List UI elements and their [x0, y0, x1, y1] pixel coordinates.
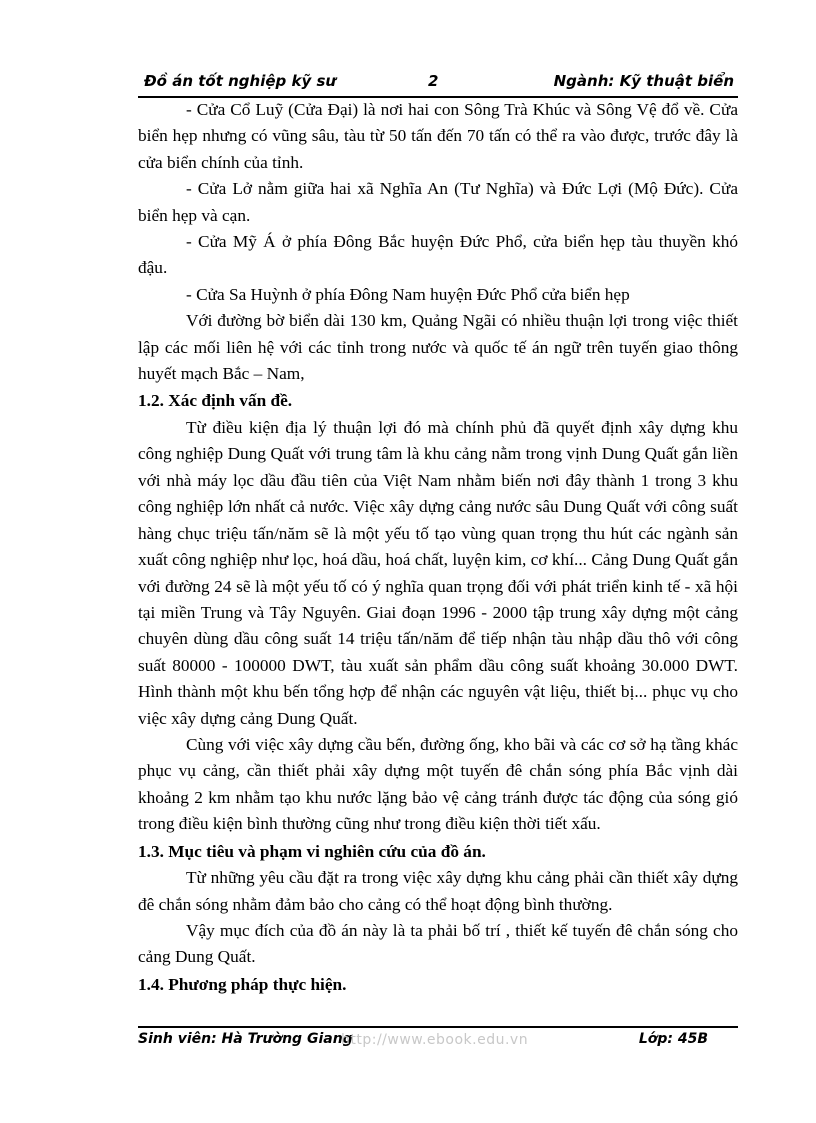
- header-major: Ngành: Kỹ thuật biển: [553, 72, 734, 90]
- paragraph-purpose: Vậy mục đích của đồ án này là ta phải bố trí , thiết kế tuyến đê chắn sóng cho cảng Dung Quất.: [138, 920, 738, 967]
- paragraph-breakwater-need: Cùng với việc xây dựng cầu bến, đường ống, kho bãi và các cơ sở hạ tầng khác phục vụ cảng, cần thiết phải xây dựng một tuyến đê chắn sóng phía Bắc vịnh dài khoảng 2 km nhằm tạo khu nước lặng bảo vệ cảng tránh được tác động của sóng gió trong điều kiện bình thường cũng như trong điều kiện thời tiết xấu.: [138, 734, 738, 834]
- header-thesis-title: Đồ án tốt nghiệp kỹ sư: [144, 72, 337, 90]
- footer-divider: [138, 1026, 738, 1028]
- footer-watermark-url: http://www.ebook.edu.vn: [341, 1032, 529, 1048]
- paragraph-cua-co-luy: - Cửa Cổ Luỹ (Cửa Đại) là nơi hai con Sông Trà Khúc và Sông Vệ đổ về. Cửa biển hẹp nhưng có vũng sâu, tàu từ 50 tấn đến 70 tấn có thể ra vào được, trước đây là cửa biển chính của tỉnh.: [138, 100, 738, 172]
- footer-class: Lớp: 45B: [638, 1031, 708, 1047]
- paragraph-coastline: Với đường bờ biển dài 130 km, Quảng Ngãi có nhiều thuận lợi trong việc thiết lập các mối liên hệ với các tỉnh trong nước và quốc tế án ngữ trên tuyến giao thông huyết mạch Bắc – Nam,: [138, 311, 738, 384]
- page-header: [138, 70, 736, 96]
- paragraph-cua-lo: - Cửa Lở nằm giữa hai xã Nghĩa An (Tư Nghĩa) và Đức Lợi (Mộ Đức). Cửa biển hẹp và cạn.: [138, 179, 738, 225]
- section-heading-1-2: 1.2. Xác định vấn đề.: [138, 391, 293, 411]
- section-heading-1-3: 1.3. Mục tiêu và phạm vi nghiên cứu của đồ án.: [138, 841, 486, 861]
- paragraph-requirements: Từ những yêu cầu đặt ra trong việc xây dựng khu cảng phải cần thiết xây dựng đê chắn sóng nhằm đảm bảo cho cảng có thể hoạt động bình thường.: [138, 868, 738, 914]
- paragraph-cua-my-a: - Cửa Mỹ Á ở phía Đông Bắc huyện Đức Phổ, cửa biển hẹp tàu thuyền khó đậu.: [138, 232, 738, 278]
- section-heading-1-4: 1.4. Phương pháp thực hiện.: [138, 974, 347, 994]
- page-footer: [138, 1029, 738, 1053]
- footer-student-name: Sinh viên: Hà Trường Giang: [138, 1031, 353, 1047]
- document-body: [138, 97, 738, 998]
- paragraph-cua-sa-huynh: - Cửa Sa Huỳnh ở phía Đông Nam huyện Đức Phổ cửa biển hẹp: [186, 284, 630, 304]
- paragraph-dung-quat-overview: Từ điều kiện địa lý thuận lợi đó mà chính phủ đã quyết định xây dựng khu công nghiệp Dung Quất với trung tâm là khu cảng nằm trong vịnh Dung Quất gắn liền với nhà máy lọc dầu đầu tiên của Việt Nam nhằm biến nơi đây thành 1 trong 3 khu công nghiệp lớn nhất cả nước. Việc xây dựng cảng nước sâu Dung Quất với công suất hàng chục triệu tấn/năm sẽ là một yếu tố tạo vùng quan trọng thu hút các ngành sản xuất công nghiệp như lọc, hoá dầu, hoá chất, luyện kim, cơ khí... Cảng Dung Quất gắn với đường 24 sẽ là một yếu tố có ý nghĩa quan trọng đối với phát triển kinh tế - xã hội tại miền Trung và Tây Nguyên. Giai đoạn 1996 - 2000 tập trung xây dựng một cảng chuyên dùng dầu công suất 14 triệu tấn/năm để tiếp nhận tàu nhập dầu thô với công suất 80000 - 100000 DWT, tàu xuất sản phẩm dầu công suất khoảng 30.000 DWT. Hình thành một khu bến tổng hợp để nhận các nguyên vật liệu, thiết bị... phục vụ cho việc xây dựng cảng Dung Quất.: [138, 418, 738, 728]
- header-page-number: 2: [428, 72, 439, 90]
